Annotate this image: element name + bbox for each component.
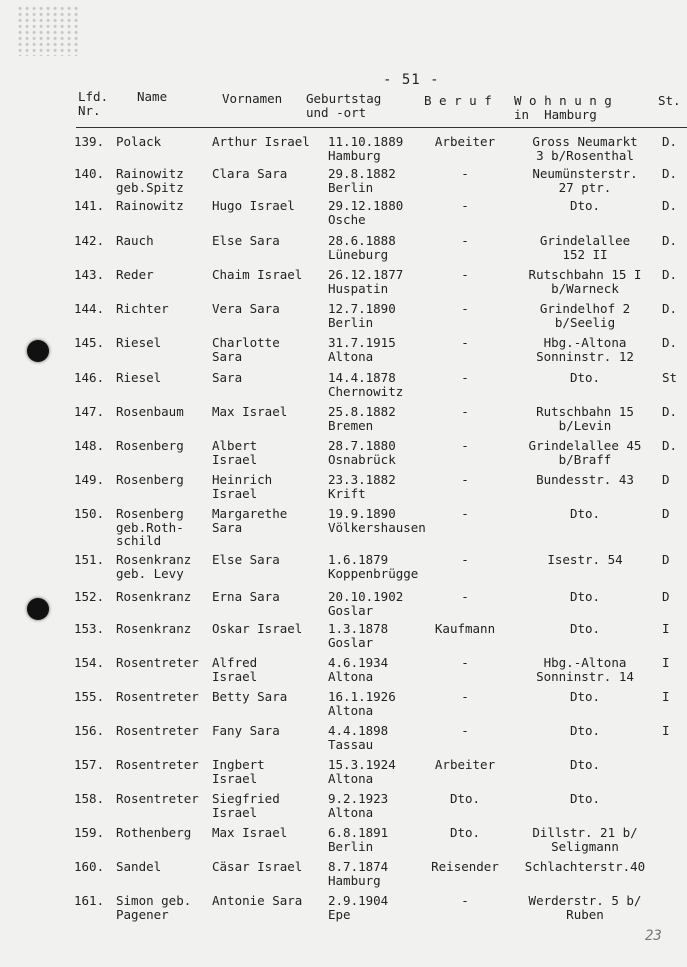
cell-occupation: - xyxy=(461,438,469,453)
cell-birth-date-place: 4.4.1898 Tassau xyxy=(328,723,389,752)
cell-occupation: - xyxy=(461,893,469,908)
cell-occupation: - xyxy=(461,166,469,181)
cell-occupation: - xyxy=(461,506,469,521)
table-row xyxy=(0,826,687,860)
cell-address: Dto. xyxy=(569,589,601,604)
header-geburtstag: Geburtstag und -ort xyxy=(306,91,382,120)
cell-address: Dto. xyxy=(569,506,601,521)
table-row xyxy=(0,371,687,405)
cell-occupation: - xyxy=(461,552,469,567)
cell-given-names: Erna Sara xyxy=(212,589,280,604)
cell-row-number: 149. xyxy=(74,472,105,487)
cell-status: D. xyxy=(662,134,678,149)
cell-row-number: 143. xyxy=(74,267,105,282)
cell-surname: Rosentreter xyxy=(116,723,199,738)
cell-row-number: 153. xyxy=(74,621,105,636)
cell-status: St xyxy=(662,370,678,385)
cell-given-names: Clara Sara xyxy=(212,166,288,181)
cell-occupation: Dto. xyxy=(449,791,481,806)
table-row xyxy=(0,302,687,336)
cell-surname: Rosenkranz xyxy=(116,621,192,636)
cell-given-names: Betty Sara xyxy=(212,689,288,704)
header-beruf: B e r u f xyxy=(424,93,492,108)
paper-speckle xyxy=(18,6,78,56)
cell-status: D. xyxy=(662,438,678,453)
cell-row-number: 158. xyxy=(74,791,105,806)
cell-birth-date-place: 23.3.1882 Krift xyxy=(328,472,396,501)
table-row xyxy=(0,439,687,473)
cell-surname: Rosenberg xyxy=(116,438,184,453)
cell-row-number: 159. xyxy=(74,825,105,840)
cell-status: D. xyxy=(662,267,678,282)
cell-surname: Simon geb. Pagener xyxy=(116,893,192,922)
cell-birth-date-place: 26.12.1877 Huspatin xyxy=(328,267,404,296)
cell-birth-date-place: 1.3.1878 Goslar xyxy=(328,621,389,650)
cell-birth-date-place: 15.3.1924 Altona xyxy=(328,757,396,786)
cell-given-names: Heinrich Israel xyxy=(212,472,273,501)
cell-given-names: Fany Sara xyxy=(212,723,280,738)
cell-given-names: Siegfried Israel xyxy=(212,791,280,820)
cell-given-names: Vera Sara xyxy=(212,301,280,316)
cell-address: Gross Neumarkt 3 b/Rosenthal xyxy=(532,134,638,163)
cell-address: Isestr. 54 xyxy=(547,552,623,567)
cell-surname: Riesel xyxy=(116,335,162,350)
cell-occupation: Dto. xyxy=(449,825,481,840)
cell-occupation: - xyxy=(461,404,469,419)
table-row xyxy=(0,758,687,792)
cell-status: D xyxy=(662,472,670,487)
page-number: - 51 - xyxy=(383,72,440,88)
cell-given-names: Albert Israel xyxy=(212,438,258,467)
cell-birth-date-place: 29.8.1882 Berlin xyxy=(328,166,396,195)
cell-surname: Reder xyxy=(116,267,154,282)
cell-status: D. xyxy=(662,404,678,419)
cell-row-number: 145. xyxy=(74,335,105,350)
cell-occupation: Arbeiter xyxy=(434,134,496,149)
cell-surname: Rosenberg geb.Roth- schild xyxy=(116,506,184,548)
table-row xyxy=(0,690,687,724)
cell-occupation: - xyxy=(461,198,469,213)
cell-address: Dto. xyxy=(569,757,601,772)
cell-given-names: Oskar Israel xyxy=(212,621,303,636)
cell-address: Dto. xyxy=(569,198,601,213)
cell-surname: Rosentreter xyxy=(116,791,199,806)
table-row xyxy=(0,656,687,690)
cell-occupation: - xyxy=(461,655,469,670)
cell-surname: Rainowitz xyxy=(116,198,184,213)
cell-birth-date-place: 6.8.1891 Berlin xyxy=(328,825,389,854)
cell-row-number: 157. xyxy=(74,757,105,772)
cell-birth-date-place: 16.1.1926 Altona xyxy=(328,689,396,718)
header-rule xyxy=(76,127,687,128)
cell-occupation: Arbeiter xyxy=(434,757,496,772)
table-row xyxy=(0,590,687,624)
cell-address: Dto. xyxy=(569,370,601,385)
cell-row-number: 139. xyxy=(74,134,105,149)
cell-given-names: Sara xyxy=(212,370,243,385)
cell-surname: Rauch xyxy=(116,233,154,248)
table-row xyxy=(0,268,687,302)
cell-birth-date-place: 11.10.1889 Hamburg xyxy=(328,134,404,163)
cell-surname: Riesel xyxy=(116,370,162,385)
table-row xyxy=(0,724,687,758)
cell-birth-date-place: 8.7.1874 Hamburg xyxy=(328,859,389,888)
cell-birth-date-place: 4.6.1934 Altona xyxy=(328,655,389,684)
cell-row-number: 156. xyxy=(74,723,105,738)
cell-surname: Rosenkranz geb. Levy xyxy=(116,552,192,581)
cell-birth-date-place: 19.9.1890 Völkershausen xyxy=(328,506,426,535)
cell-surname: Rosentreter xyxy=(116,689,199,704)
cell-occupation: Kaufmann xyxy=(434,621,496,636)
cell-occupation: - xyxy=(461,267,469,282)
cell-surname: Polack xyxy=(116,134,162,149)
cell-surname: Rosenkranz xyxy=(116,589,192,604)
cell-given-names: Charlotte Sara xyxy=(212,335,280,364)
cell-status: D xyxy=(662,506,670,521)
cell-given-names: Chaim Israel xyxy=(212,267,303,282)
cell-surname: Rainowitz geb.Spitz xyxy=(116,166,184,195)
cell-surname: Rosentreter xyxy=(116,655,199,670)
header-vornamen: Vornamen xyxy=(222,91,283,106)
cell-surname: Rothenberg xyxy=(116,825,192,840)
header-st: St. xyxy=(658,93,681,108)
cell-birth-date-place: 31.7.1915 Altona xyxy=(328,335,396,364)
table-row xyxy=(0,792,687,826)
cell-address: Werderstr. 5 b/ Ruben xyxy=(528,893,642,922)
cell-address: Grindelallee 152 II xyxy=(539,233,631,262)
cell-row-number: 160. xyxy=(74,859,105,874)
cell-occupation: - xyxy=(461,233,469,248)
table-row xyxy=(0,473,687,507)
cell-row-number: 140. xyxy=(74,166,105,181)
cell-birth-date-place: 29.12.1880 Osche xyxy=(328,198,404,227)
cell-address: Dto. xyxy=(569,689,601,704)
cell-address: Dto. xyxy=(569,621,601,636)
cell-row-number: 154. xyxy=(74,655,105,670)
cell-given-names: Ingbert Israel xyxy=(212,757,265,786)
cell-address: Dto. xyxy=(569,723,601,738)
cell-given-names: Else Sara xyxy=(212,233,280,248)
cell-address: Bundesstr. 43 xyxy=(536,472,634,487)
cell-row-number: 144. xyxy=(74,301,105,316)
cell-status: D. xyxy=(662,166,678,181)
cell-occupation: - xyxy=(461,335,469,350)
cell-given-names: Arthur Israel xyxy=(212,134,310,149)
cell-row-number: 150. xyxy=(74,506,105,521)
cell-given-names: Margarethe Sara xyxy=(212,506,288,535)
cell-row-number: 155. xyxy=(74,689,105,704)
cell-address: Grindelallee 45 b/Braff xyxy=(528,438,642,467)
cell-address: Rutschbahn 15 b/Levin xyxy=(536,404,634,433)
table-row xyxy=(0,135,687,169)
header-lfd-nr: Lfd. Nr. xyxy=(78,89,109,118)
cell-given-names: Cäsar Israel xyxy=(212,859,303,874)
table-row xyxy=(0,199,687,233)
cell-birth-date-place: 20.10.1902 Goslar xyxy=(328,589,404,618)
table-row xyxy=(0,405,687,439)
cell-birth-date-place: 1.6.1879 Koppenbrügge xyxy=(328,552,419,581)
cell-address: Hbg.-Altona Sonninstr. 12 xyxy=(536,335,634,364)
table-row xyxy=(0,894,687,928)
cell-address: Grindelhof 2 b/Seelig xyxy=(539,301,631,330)
cell-given-names: Else Sara xyxy=(212,552,280,567)
cell-birth-date-place: 28.6.1888 Lüneburg xyxy=(328,233,396,262)
cell-occupation: - xyxy=(461,589,469,604)
cell-given-names: Hugo Israel xyxy=(212,198,295,213)
cell-row-number: 148. xyxy=(74,438,105,453)
cell-birth-date-place: 14.4.1878 Chernowitz xyxy=(328,370,404,399)
cell-status: D. xyxy=(662,233,678,248)
cell-given-names: Alfred Israel xyxy=(212,655,258,684)
cell-address: Hbg.-Altona Sonninstr. 14 xyxy=(536,655,634,684)
table-row xyxy=(0,234,687,268)
cell-surname: Sandel xyxy=(116,859,162,874)
table-row xyxy=(0,506,687,548)
cell-occupation: Reisender xyxy=(431,859,499,874)
cell-surname: Rosenberg xyxy=(116,472,184,487)
cell-birth-date-place: 25.8.1882 Bremen xyxy=(328,404,396,433)
cell-address: Neumünsterstr. 27 ptr. xyxy=(532,166,638,195)
cell-address: Rutschbahn 15 I b/Warneck xyxy=(528,267,642,296)
cell-occupation: - xyxy=(461,370,469,385)
cell-status: D xyxy=(662,552,670,567)
cell-status: D. xyxy=(662,301,678,316)
cell-status: D. xyxy=(662,198,678,213)
cell-row-number: 147. xyxy=(74,404,105,419)
cell-surname: Rosentreter xyxy=(116,757,199,772)
cell-status: D. xyxy=(662,335,678,350)
header-name: Name xyxy=(137,89,168,104)
cell-row-number: 142. xyxy=(74,233,105,248)
cell-status: I xyxy=(662,621,670,636)
cell-address: Schlachterstr.40 xyxy=(524,859,646,874)
table-row xyxy=(0,167,687,201)
cell-row-number: 152. xyxy=(74,589,105,604)
cell-given-names: Max Israel xyxy=(212,404,288,419)
header-wohnung: W o h n u n g in Hamburg xyxy=(514,93,612,122)
cell-given-names: Antonie Sara xyxy=(212,893,303,908)
cell-birth-date-place: 12.7.1890 Berlin xyxy=(328,301,396,330)
cell-status: I xyxy=(662,723,670,738)
cell-surname: Rosenbaum xyxy=(116,404,184,419)
table-row xyxy=(0,860,687,894)
cell-row-number: 161. xyxy=(74,893,105,908)
table-row xyxy=(0,622,687,656)
table-row xyxy=(0,553,687,587)
cell-birth-date-place: 28.7.1880 Osnabrück xyxy=(328,438,396,467)
cell-status: I xyxy=(662,655,670,670)
cell-occupation: - xyxy=(461,301,469,316)
cell-surname: Richter xyxy=(116,301,169,316)
cell-row-number: 141. xyxy=(74,198,105,213)
cell-row-number: 146. xyxy=(74,370,105,385)
cell-occupation: - xyxy=(461,723,469,738)
cell-birth-date-place: 2.9.1904 Epe xyxy=(328,893,389,922)
cell-occupation: - xyxy=(461,689,469,704)
cell-status: D xyxy=(662,589,670,604)
cell-address: Dto. xyxy=(569,791,601,806)
cell-status: I xyxy=(662,689,670,704)
cell-address: Dillstr. 21 b/ Seligmann xyxy=(532,825,638,854)
cell-occupation: - xyxy=(461,472,469,487)
cell-row-number: 151. xyxy=(74,552,105,567)
cell-given-names: Max Israel xyxy=(212,825,288,840)
table-row xyxy=(0,336,687,370)
handwritten-page-mark: 23 xyxy=(645,928,662,944)
cell-birth-date-place: 9.2.1923 Altona xyxy=(328,791,389,820)
